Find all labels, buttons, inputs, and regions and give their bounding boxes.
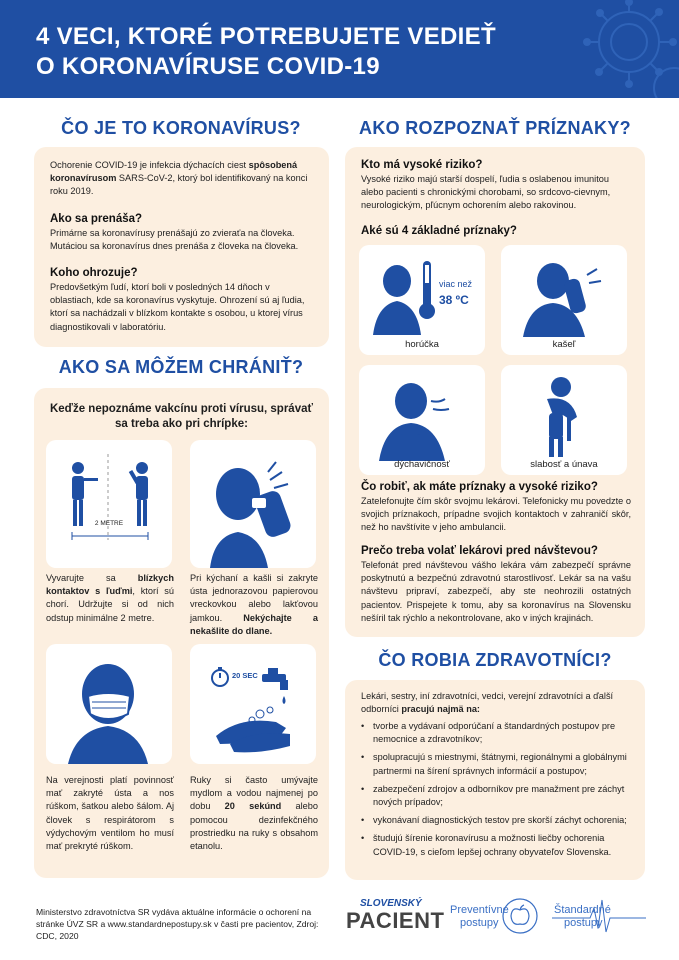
logo2-bottom: postupy — [460, 917, 499, 929]
threat-text: Predovšetkým ľudí, ktorí boli v posledných 14 dňoch v oblastiach, kde sa koronavírus vyskytuje. Ohrození sú aj ľudia, ktorí sa nachádzali v blízkom kontakte s osobou, u ktorej vírus diagnostikovali v laboratóriu. — [50, 282, 305, 332]
distance-image — [46, 440, 172, 568]
logo2-top: Preventívne — [450, 904, 509, 916]
distance-label: 2 METRE — [94, 520, 124, 527]
section-title-protect: AKO SA MÔŽEM CHRÁNIŤ? — [58, 357, 304, 377]
virus-icon — [479, 0, 679, 98]
section-title-workers: ČO ROBIA ZDRAVOTNÍCI? — [378, 650, 612, 670]
logo-slovensky-pacient — [346, 898, 445, 940]
tip-distance: Vyvarujte sa blízkych kontaktov s ľuďmi, ktorí sú chorí. Udržujte si od nich odstup minimálne 2 metre. — [46, 573, 174, 623]
card-symptoms — [345, 147, 645, 637]
face-mask-icon — [46, 644, 172, 764]
heartbeat-icon — [550, 896, 648, 936]
threat-heading: Koho ohrozuje? — [50, 267, 138, 279]
spread-heading: Ako sa prenáša? — [50, 213, 143, 225]
symptom-label: dýchavičnosť — [394, 459, 450, 470]
symptom-breath — [359, 365, 485, 475]
logo1-top: SLOVENSKÝ — [360, 898, 422, 909]
list-item: • spolupracujú s miestnymi, štátnymi, regionálnymi a globálnymi partnermi na šírení správnych informácií a postupov; — [361, 751, 635, 777]
symptoms-heading: Aké sú 4 základné príznaky? — [361, 225, 517, 237]
workers-intro: Lekári, sestry, iní zdravotníci, vedci, verejní zdravotníci a ďalší odborníci pracujú najmä na: — [361, 691, 614, 715]
timer-label: 20 SEC — [232, 671, 258, 680]
why-heading: Prečo treba volať lekárovi pred návštevou? — [361, 545, 598, 557]
apple-icon — [500, 896, 540, 936]
sneezing-person-icon — [190, 440, 316, 568]
fever-note-a: viac než — [439, 279, 473, 289]
why-text: Telefonát pred návštevou vášho lekára vám zabezpečí správne poskytnutú a bezpečnú zdravotnú starostlivosť. Lekár sa na vašu návštevu pripraví, zabezpečí, aby ste neohrozili ostatných pacientov. Prispejete k tomu, aby sa koronavírus na Slovensku nešíril tak rýchlo a nekontrolovane, ako v iných krajinách. — [361, 560, 631, 623]
header-banner — [0, 0, 679, 98]
logo1-bottom: PACIENT — [346, 908, 445, 933]
protect-intro: Keďže nepoznáme vakcínu proti vírusu, správať sa treba ako pri chrípke: — [49, 403, 314, 430]
symptom-cough — [501, 245, 627, 355]
todo-heading: Čo robiť, ak máte príznaky a vysoké riziko? — [361, 481, 598, 493]
symptom-label: slabosť a únava — [530, 459, 598, 470]
card-workers — [345, 680, 645, 880]
footer-text: Ministerstvo zdravotníctva SR vydáva aktuálne informácie o ochorení na stránke ÚVZ SR a www.standardnepostupy.sk v časti pre pacientov, Zdroj: CDC, 2020 — [36, 907, 319, 941]
logo-preventivne-postupy — [450, 896, 540, 940]
card-what-is — [34, 147, 329, 347]
list-item: • tvorbe a vydávaní odporúčaní a štandardných postupov pre nemocnice a zdravotníkov; — [361, 720, 635, 746]
risk-text: Vysoké riziko majú starší dospelí, ľudia s oslabenou imunitou alebo pacienti s chronickými chorobami, so srdcovo-cievnym, neurologickým, pľúcnym ochorením alebo rakovinou. — [361, 174, 611, 211]
tip-mask: Na verejnosti platí povinnosť mať zakryté ústa a nos rúškom, šatkou alebo šálom. Aj človek s respirátorom s výdychovým ventilom ho musí mať prekryté rúškom. — [46, 775, 174, 852]
workers-list — [361, 720, 635, 864]
section-title-symptoms: AKO ROZPOZNAŤ PRÍZNAKY? — [359, 118, 631, 138]
intro-text: Ochorenie COVID-19 je infekcia dýchacích ciest spôsobená koronavírusom SARS-CoV-2, ktorý bol identifikovaný na konci roku 2019. — [50, 160, 308, 197]
logo3-top: Štandardné — [554, 904, 611, 916]
handwash-image — [190, 644, 316, 764]
symptom-label: horúčka — [405, 339, 439, 350]
sneeze-image — [190, 440, 316, 568]
spread-text: Primárne sa koronavírusy prenášajú zo zvieraťa na človeka. Mutáciou sa koronavírus dnes prenáša z človeka na človeka. — [50, 228, 299, 252]
symptom-label: kašeľ — [552, 339, 576, 350]
symptom-fever — [359, 245, 485, 355]
people-distance-icon — [46, 440, 172, 568]
handwash-icon — [190, 644, 316, 764]
list-item: • vykonávaní diagnostických testov pre skorší záchyt ochorenia; — [361, 814, 635, 827]
symptom-fatigue — [501, 365, 627, 475]
fever-note-b: 38 ºC — [439, 293, 469, 307]
logo-standardne-postupy — [550, 896, 650, 940]
risk-heading: Kto má vysoké riziko? — [361, 159, 483, 171]
page-title: 4 VECI, KTORÉ POTREBUJETE VEDIEŤ O KORONAVÍRUSE COVID-19 — [36, 23, 496, 80]
section-title-what: ČO JE TO KORONAVÍRUS? — [61, 118, 301, 138]
todo-text: Zatelefonujte čím skôr svojmu lekárovi. Telefonicky mu povedzte o svojich príznakoch, prípadne svojich kontaktoch v zahraničí skôr, než ho navštívite v jeho ambulancii. — [361, 496, 631, 533]
list-item: • zabezpečení zdrojov a odborníkov pre manažment pre záchyt nových prípadov; — [361, 783, 635, 809]
tip-cough: Pri kýchaní a kašli si zakryte ústa jednorazovou papierovou vreckovkou alebo lakťovou jamkou. Nekýchajte a nekašlite do dlane. — [190, 573, 318, 636]
list-item: • študujú šírenie koronavírusu a možnosti liečby ochorenia COVID-19, s cieľom lepšej ochrany obyvateľov Slovenska. — [361, 832, 635, 858]
logo3-bottom: postupy — [564, 917, 603, 929]
tip-wash: Ruky si často umývajte mydlom a vodou najmenej po dobu 20 sekúnd alebo pomocou dezinfekčného prostriedku na ruky s obsahom etanolu. — [190, 775, 318, 852]
mask-image — [46, 644, 172, 764]
card-protect — [34, 388, 329, 878]
